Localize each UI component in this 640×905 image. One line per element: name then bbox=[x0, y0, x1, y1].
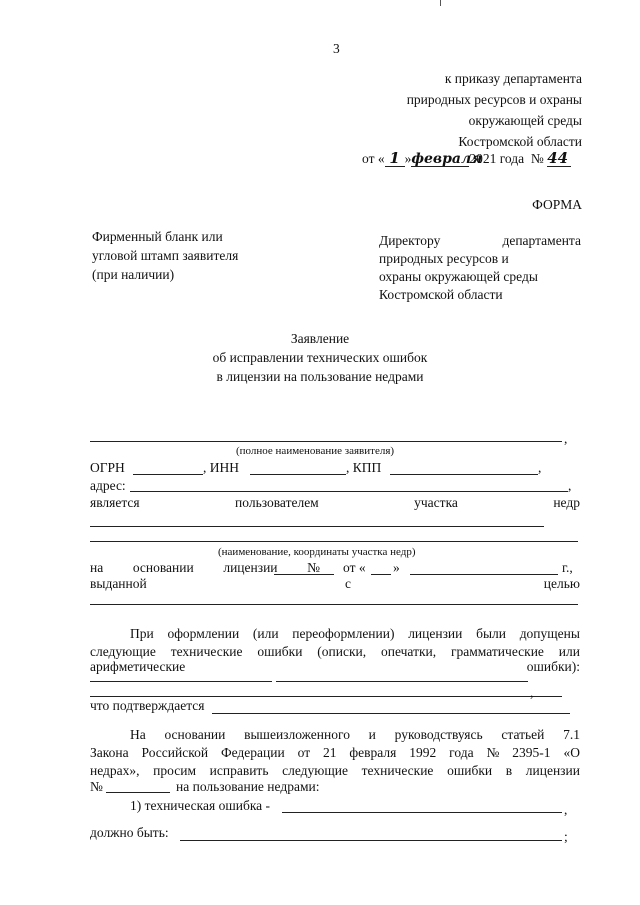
license-number-line bbox=[274, 574, 334, 575]
quote-close: » bbox=[393, 560, 400, 575]
addressee-word-department: департамента bbox=[502, 233, 581, 248]
number-label: № bbox=[530, 151, 544, 166]
para2-word: 7.1 bbox=[563, 727, 580, 742]
para2-word: от bbox=[297, 745, 311, 760]
applicant-name-line bbox=[90, 441, 562, 442]
errors-line-1b bbox=[276, 681, 528, 682]
title-line-1: Заявление bbox=[290, 331, 350, 346]
header-line-1: к приказу департамента bbox=[444, 71, 582, 86]
para1-word: ошибки bbox=[257, 644, 303, 659]
para1-word: или bbox=[558, 644, 580, 659]
kpp-label: , КПП bbox=[346, 460, 382, 475]
date-month: февраля bbox=[411, 151, 483, 167]
word-plot: участка bbox=[414, 495, 458, 510]
para2-word: февраля bbox=[349, 745, 397, 760]
plot-hint: (наименование, координаты участка недр) bbox=[218, 546, 416, 558]
issued-label: выданной bbox=[90, 576, 147, 591]
applicant-comma: , bbox=[564, 431, 568, 446]
header-line-4: Костромской области bbox=[458, 134, 582, 149]
para2-line-4-rest: на пользование недрами: bbox=[176, 779, 320, 794]
para2-word: ошибки bbox=[447, 763, 493, 778]
para2-word: 2395-1 bbox=[512, 745, 551, 760]
ogrn-line bbox=[133, 474, 203, 475]
word-basis: основании bbox=[132, 560, 194, 575]
para2-word: Закона bbox=[90, 745, 129, 760]
addressee-word-director: Директору bbox=[379, 233, 441, 248]
para1-word: опечатки, bbox=[381, 644, 437, 659]
order-number: 44 bbox=[547, 151, 571, 167]
para2-word: лицензии bbox=[525, 763, 580, 778]
para1-word: ошибки): bbox=[526, 659, 580, 674]
addressee-line-3: охраны окружающей среды bbox=[379, 269, 538, 284]
para1-line-3 bbox=[90, 660, 580, 674]
para2-word: 21 bbox=[323, 745, 337, 760]
para2-line-2 bbox=[90, 746, 580, 760]
from-label: от « bbox=[343, 560, 366, 575]
word-user: пользователем bbox=[235, 495, 319, 510]
para1-word: технические bbox=[170, 644, 243, 659]
address-line bbox=[130, 491, 568, 492]
item1-line bbox=[282, 812, 562, 813]
para2-line-1 bbox=[130, 728, 580, 742]
letterhead-line-1: Фирменный бланк или bbox=[92, 229, 223, 244]
para1-word: (описки, bbox=[317, 644, 367, 659]
confirmed-label: что подтверждается bbox=[90, 698, 205, 713]
para2-word: и bbox=[368, 727, 376, 742]
item1-comma: , bbox=[564, 802, 568, 817]
word-number: № bbox=[307, 560, 320, 575]
license-day-line bbox=[371, 574, 391, 575]
word-license: лицензии bbox=[223, 560, 278, 575]
errors-line-1a bbox=[90, 681, 272, 682]
para1-word: арифметические bbox=[90, 659, 186, 674]
para2-word: № bbox=[486, 745, 500, 760]
para2-word: следующие bbox=[282, 763, 348, 778]
letterhead-line-3: (при наличии) bbox=[92, 267, 175, 282]
para2-word: просим bbox=[153, 763, 196, 778]
para2-word: Федерации bbox=[220, 745, 285, 760]
para2-license-number-line bbox=[106, 792, 170, 793]
letterhead-line-2: угловой штамп заявителя bbox=[92, 248, 239, 263]
para1-word: При bbox=[130, 626, 154, 641]
inn-line bbox=[250, 474, 346, 475]
para2-word: На bbox=[130, 727, 146, 742]
scan-mark bbox=[440, 0, 441, 6]
para2-number-sign: № bbox=[90, 779, 103, 794]
para1-word: грамматические bbox=[450, 644, 544, 659]
para1-word: были bbox=[476, 626, 506, 641]
para2-word: руководствуясь bbox=[394, 727, 483, 742]
with-label: с bbox=[345, 576, 351, 591]
para2-word: года bbox=[449, 745, 474, 760]
item1-label: 1) техническая ошибка - bbox=[130, 798, 271, 813]
applicant-hint: (полное наименование заявителя) bbox=[236, 445, 395, 457]
para1-line-1 bbox=[130, 627, 580, 641]
kpp-comma: , bbox=[538, 460, 542, 475]
user-of-plot-line bbox=[90, 496, 580, 510]
para2-word: недрах», bbox=[90, 763, 140, 778]
header-line-3: окружающей среды bbox=[468, 113, 582, 128]
license-date-line bbox=[410, 574, 558, 575]
para1-word: переоформлении) bbox=[292, 626, 395, 641]
inn-label: , ИНН bbox=[203, 460, 239, 475]
para2-word: основании bbox=[164, 727, 226, 742]
para1-word: следующие bbox=[90, 644, 156, 659]
title-line-2: об исправлении технических ошибок bbox=[212, 350, 428, 365]
address-label: адрес: bbox=[90, 478, 126, 493]
must-be-line bbox=[180, 840, 562, 841]
header-line-2: природных ресурсов и охраны bbox=[406, 92, 582, 107]
word-on: на bbox=[90, 560, 104, 575]
header-date-line bbox=[362, 151, 571, 171]
para1-word: лицензии bbox=[408, 626, 463, 641]
plot-line-1 bbox=[90, 526, 544, 527]
word-is: является bbox=[90, 495, 140, 510]
errors-line-2 bbox=[90, 696, 562, 697]
para2-word: технические bbox=[361, 763, 434, 778]
para1-word: (или bbox=[252, 626, 279, 641]
para2-word: исправить bbox=[209, 763, 269, 778]
errors-comma: , bbox=[530, 685, 534, 700]
license-basis-words bbox=[90, 561, 320, 575]
page-number: 3 bbox=[333, 41, 340, 56]
para2-word: вышеизложенного bbox=[244, 727, 350, 742]
address-comma: , bbox=[568, 478, 572, 493]
form-label: ФОРМА bbox=[532, 197, 582, 212]
para2-word: статьей bbox=[501, 727, 545, 742]
para2-word: «О bbox=[563, 745, 580, 760]
para2-word: Российской bbox=[141, 745, 209, 760]
title-line-3: в лицензии на пользование недрами bbox=[216, 369, 424, 384]
para1-line-2 bbox=[90, 645, 580, 659]
date-mid: » bbox=[404, 151, 412, 166]
para2-line-3 bbox=[90, 764, 580, 778]
must-be-semicolon: ; bbox=[564, 829, 568, 844]
ogrn-label: ОГРН bbox=[90, 460, 125, 475]
word-subsoil: недр bbox=[553, 495, 580, 510]
date-year: 2021 года bbox=[469, 151, 525, 166]
para1-word: оформлении bbox=[167, 626, 240, 641]
purpose-line bbox=[90, 604, 578, 605]
para2-word: 1992 bbox=[409, 745, 437, 760]
addressee-line-2: природных ресурсов и bbox=[379, 251, 509, 266]
para2-word: в bbox=[505, 763, 513, 778]
date-day: 1 bbox=[385, 151, 405, 167]
year-suffix: г., bbox=[562, 560, 573, 575]
plot-line-2 bbox=[90, 541, 578, 542]
kpp-line bbox=[390, 474, 538, 475]
purpose-label: целью bbox=[543, 576, 580, 591]
date-prefix: от « bbox=[362, 151, 385, 166]
must-be-label: должно быть: bbox=[90, 825, 169, 840]
addressee-line-4: Костромской области bbox=[379, 287, 503, 302]
addressee-line-1 bbox=[379, 234, 581, 248]
confirmed-line bbox=[212, 713, 570, 714]
para1-word: допущены bbox=[519, 626, 580, 641]
